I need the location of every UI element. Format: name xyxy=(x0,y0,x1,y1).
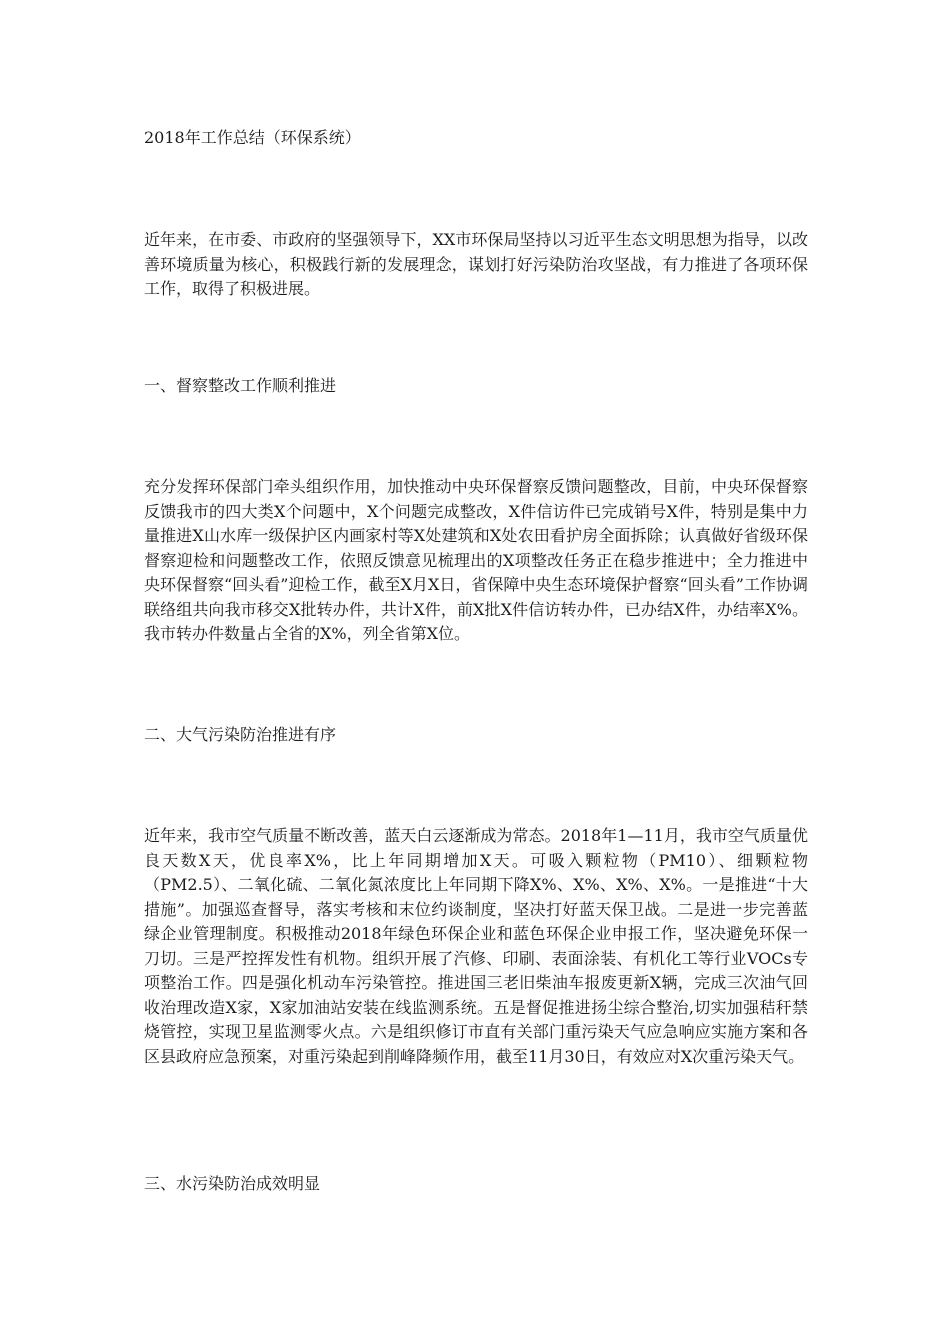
section-body-2: 近年来，我市空气质量不断改善，蓝天白云逐渐成为常态。2018年1—11月，我市空气质量优良天数X天，优良率X%，比上年同期增加X天。可吸入颗粒物（PM10）、细颗粒物（PM2.5）、二氧化硫、二氧化氮浓度比上年同期下降X%、X%、X%、X%。一是推进“十大措施”。加强巡查督导，落实考核和末位约谈制度，坚决打好蓝天保卫战。二是进一步完善蓝绿企业管理制度。积极推动2018年绿色环保企业和蓝色环保企业申报工作，坚决避免环保一刀切。三是严控挥发性有机物。组织开展了汽修、印刷、表面涂装、有机化工等行业VOCs专项整治工作。四是强化机动车污染管控。推进国三老旧柴油车报废更新X辆，完成三次油气回收治理改造X家，X家加油站安装在线监测系统。五是督促推进扬尘综合整治,切实加强秸秆禁烧管控，实现卫星监测零火点。六是组织修订市直有关部门重污染天气应急响应实施方案和各区县政府应急预案，对重污染起到削峰降频作用，截至11月30日，有效应对X次重污染天气。 xyxy=(144,826,808,1066)
section-heading-2: 二、大气污染防治推进有序 xyxy=(144,725,337,744)
section-heading-1: 一、督察整改工作顺利推进 xyxy=(144,376,337,395)
document-title: 2018年工作总结（环保系统） xyxy=(144,128,361,147)
section-heading-3: 三、水污染防治成效明显 xyxy=(144,1174,321,1193)
intro-paragraph: 近年来，在市委、市政府的坚强领导下，XX市环保局坚持以习近平生态文明思想为指导，以改善环境质量为核心，积极践行新的发展理念，谋划打好污染防治攻坚战，有力推进了各项环保工作，取得了积极进展。 xyxy=(144,230,808,298)
section-body-1: 充分发挥环保部门牵头组织作用，加快推动中央环保督察反馈问题整改，目前，中央环保督察反馈我市的四大类X个问题中，X个问题完成整改，X件信访件已完成销号X件，特别是集中力量推进X山水库一级保护区内画家村等X处建筑和X处农田看护房全面拆除；认真做好省级环保督察迎检和问题整改工作，依照反馈意见梳理出的X项整改任务正在稳步推进中；全力推进中央环保督察“回头看”迎检工作，截至X月X日，省保障中央生态环境保护督察“回头看”工作协调联络组共向我市移交X批转办件，共计X件，前X批X件信访转办件，已办结X件，办结率X%。我市转办件数量占全省的X%，列全省第X位。 xyxy=(144,477,808,643)
